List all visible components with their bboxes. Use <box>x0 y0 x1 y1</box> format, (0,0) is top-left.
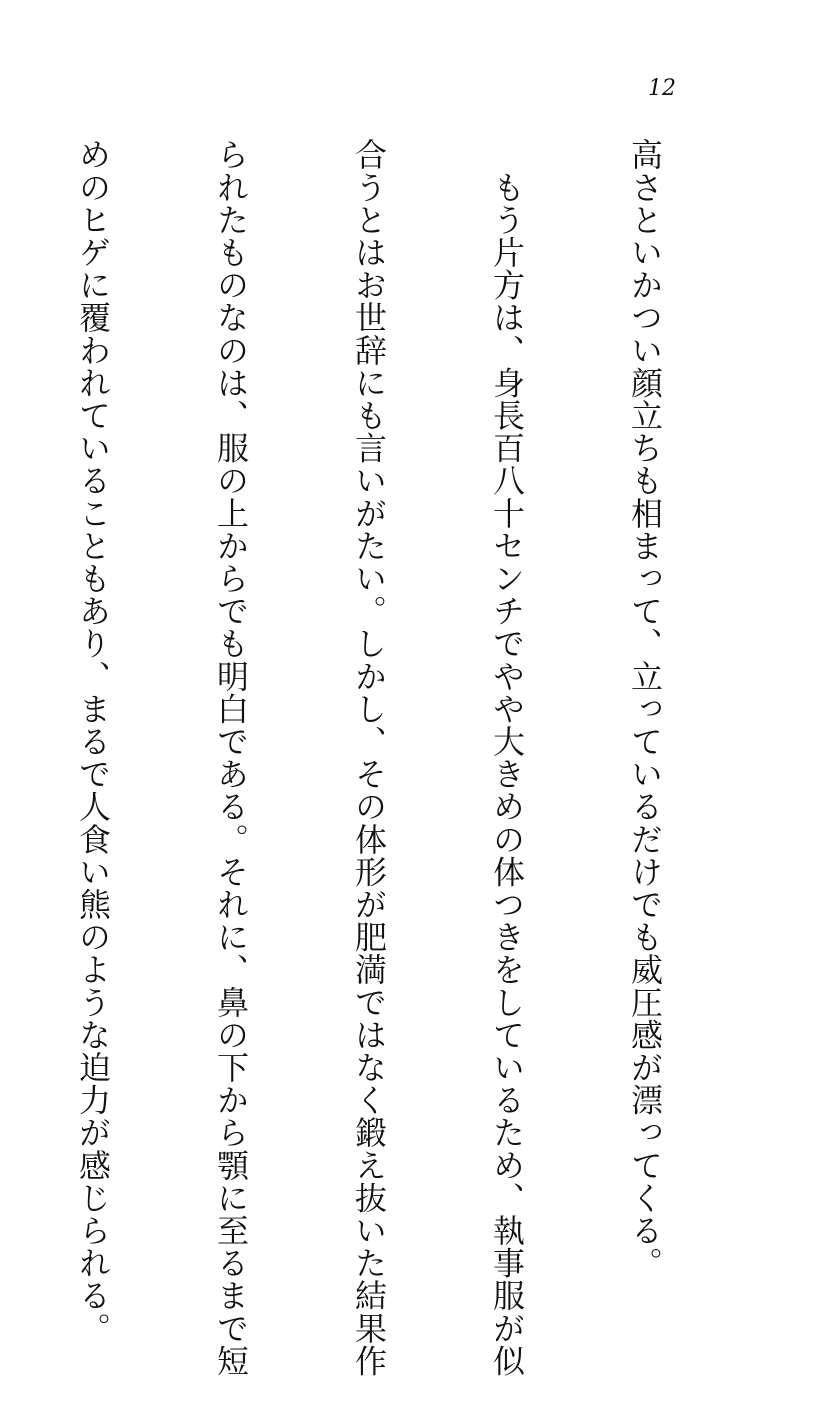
text-column-4: られたものなのは、服の上からでも明白である。それに、鼻の下から顎に至るまで短 <box>212 138 250 1377</box>
text-column-5: めのヒゲに覆われていることもあり、まるで人食い熊のような迫力が感じられる。 <box>74 138 112 1345</box>
text-column-3: 合うとはお世辞にも言いがたい。しかし、その体形が肥満ではなく鍛え抜いた結果作 <box>350 138 388 1377</box>
vertical-text-block <box>60 138 760 1377</box>
text-column-2: もう片方は、身長百八十センチでやや大きめの体つきをしているため、執事服が似 <box>488 138 526 1377</box>
text-column-1: 高さといかつい顔立ちも相まって、立っているだけでも威圧感が漂ってくる。 <box>626 138 664 1279</box>
page-number: 12 <box>648 76 676 101</box>
